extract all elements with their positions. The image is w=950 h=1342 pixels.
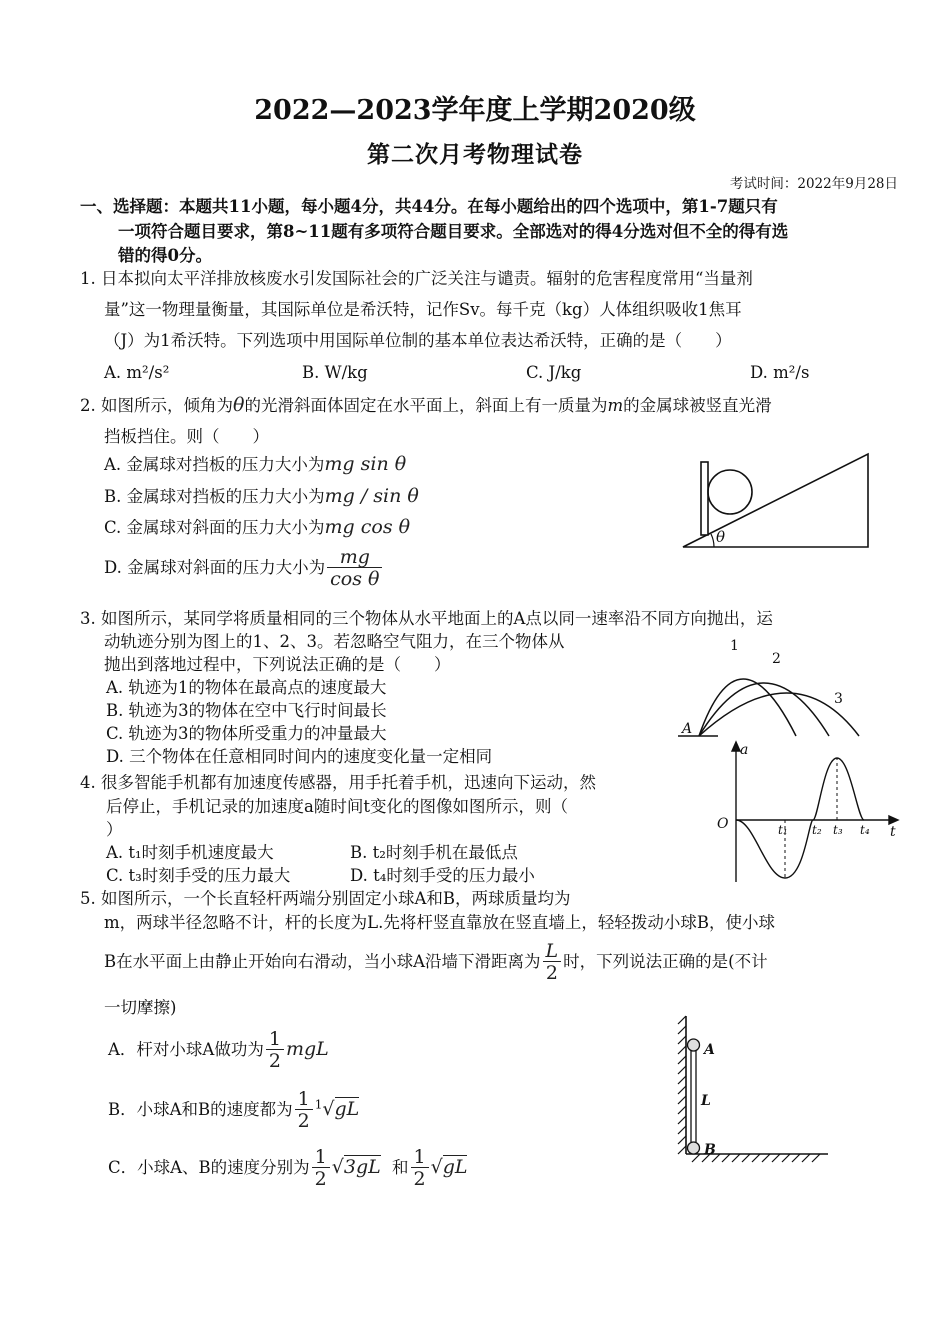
ball-b (688, 1142, 700, 1154)
incline-triangle (683, 454, 868, 547)
q2-option-c (104, 516, 410, 539)
q5-option-c (108, 1148, 467, 1189)
q2-line1 (80, 394, 772, 417)
q5-option-a (108, 1030, 329, 1071)
ball-a (688, 1039, 700, 1051)
q5-option-a-numerator: 1 (268, 1028, 281, 1050)
trajectory-label-1: 1 (730, 638, 739, 654)
q5-line3 (104, 942, 768, 983)
q4-option-a: A. t₁时刻手机速度最大 (106, 843, 274, 862)
t4-label: t₄ (860, 823, 870, 837)
q2-theta-symbol: θ (233, 394, 245, 416)
q5-line3-a: B在水平面上由静止开始向右滑动，当小球A沿墙下滑距离为 (104, 952, 541, 971)
q1-option-c: C. J/kg (526, 363, 582, 382)
q2-option-a-math: mg sin θ (324, 453, 407, 475)
q5-option-c-radicand-2: gL (442, 1156, 468, 1178)
q5-option-c-and: 和 (392, 1158, 409, 1177)
q3-option-c: C. 轨迹为3的物体所受重力的冲量最大 (106, 724, 387, 743)
t3-label: t₃ (833, 823, 843, 837)
rod-length-label: L (701, 1093, 711, 1109)
q1-option-b: B. W/kg (302, 363, 368, 382)
q5-option-b-fraction (295, 1090, 313, 1131)
q5-option-a-fraction (266, 1030, 284, 1071)
trajectory-2 (699, 683, 829, 736)
q3-line2: 动轨迹分别为图上的1、2、3。若忽略空气阻力，在三个物体从 (104, 632, 565, 651)
q4-line3: ） (106, 820, 123, 839)
q5-option-b-denominator: 2 (295, 1109, 313, 1131)
q3-trajectory-figure (674, 632, 874, 744)
q2-line1-b: 的光滑斜面体固定在水平面上，斜面上有一质量为 (244, 396, 608, 415)
q5-option-c-sqrt-1: √3gL (331, 1156, 381, 1178)
trajectory-label-2: 2 (772, 651, 781, 667)
q5-option-c-fraction-2 (411, 1148, 429, 1189)
q5-line2: m，两球半径忽略不计，杆的长度为L.先将杆竖直靠放在竖直墙上，轻轻拨动小球B，使小球 (104, 913, 775, 932)
q5-option-c-radicand-1: 3gL (343, 1156, 381, 1178)
q2-line1-c: 的金属球被竖直光滑 (623, 396, 772, 415)
q2-option-d-fraction (327, 548, 382, 589)
q2-option-b-math: mg / sin θ (324, 485, 419, 507)
q2-option-d (104, 548, 384, 589)
q5-option-a-math: mgL (285, 1038, 329, 1060)
q1-line1: 1. 日本拟向太平洋排放核废水引发国际社会的广泛关注与谴责。辐射的危害程度常用“当量剂 (80, 269, 753, 288)
q1-line3: （J）为1希沃特。下列选项中用国际单位制的基本单位表达希沃特，正确的是（ ） (104, 331, 732, 350)
q5-option-c-denominator-1: 2 (312, 1167, 330, 1189)
q2-line1-a: 2. 如图所示，倾角为 (80, 396, 233, 415)
q5-option-a-text: A．杆对小球A做功为 (108, 1040, 264, 1059)
section-heading-line3: 错的得0分。 (118, 246, 212, 265)
q2-option-d-text: D. 金属球对斜面的压力大小为 (104, 558, 326, 577)
q3-line1: 3. 如图所示，某同学将质量相同的三个物体从水平地面上的A点以同一速率沿不同方向抛出，运 (80, 609, 773, 628)
q5-line3-numerator: L (545, 940, 559, 962)
q5-option-c-denominator-2: 2 (411, 1167, 429, 1189)
q1-line2: 量”这一物理量衡量，其国际单位是希沃特，记作Sv。每千克（kg）人体组织吸收1焦耳 (104, 300, 742, 319)
exam-time: 考试时间：2022年9月28日 (729, 176, 898, 192)
q2-incline-figure (676, 450, 876, 554)
q5-option-b-radicand: gL (334, 1098, 360, 1120)
q2-option-b-text: B. 金属球对挡板的压力大小为 (104, 487, 325, 506)
q5-option-a-denominator: 2 (266, 1049, 284, 1071)
q2-option-d-numerator: mg (339, 546, 370, 568)
q3-option-b: B. 轨迹为3的物体在空中飞行时间最长 (106, 701, 387, 720)
q5-option-b-superscript: 1 (314, 1097, 323, 1112)
q5-option-b-sqrt: √gL (322, 1098, 360, 1120)
q4-option-c: C. t₃时刻手受的压力最大 (106, 866, 291, 885)
q5-option-b (108, 1090, 359, 1131)
ball-a-label: A (704, 1042, 715, 1058)
curve-positive-lobe (813, 758, 864, 820)
q2-mass-symbol: m (607, 396, 624, 415)
baffle-plate (701, 462, 708, 535)
q2-option-a-text: A. 金属球对挡板的压力大小为 (104, 455, 325, 474)
q2-option-c-math: mg cos θ (324, 516, 411, 538)
t1-label: t₁ (778, 823, 788, 837)
a-axis-arrow (732, 742, 740, 751)
angle-arc (711, 534, 714, 547)
q5-rod-figure (670, 1012, 840, 1166)
q4-option-d: D. t₄时刻手受的压力最小 (350, 866, 535, 885)
q5-option-c-text: C．小球A、B的速度分别为 (108, 1158, 310, 1177)
q5-line3-denominator: 2 (543, 961, 561, 983)
curve-negative-lobe (736, 820, 813, 878)
trajectory-label-3: 3 (834, 691, 843, 707)
q5-option-b-text: B．小球A和B的速度都为 (108, 1100, 293, 1119)
page-title: 2022—2023学年度上学期2020级 (254, 95, 696, 126)
t-axis-label: t (890, 824, 896, 840)
metal-ball (708, 470, 752, 514)
q5-option-c-sqrt-2: √gL (430, 1156, 468, 1178)
q5-option-c-numerator-1: 1 (314, 1146, 327, 1168)
q2-option-b (104, 485, 419, 508)
q2-option-d-denominator: cos θ (327, 567, 382, 589)
q4-line2: 后停止，手机记录的加速度a随时间t变化的图像如图所示，则（ (106, 797, 568, 816)
q3-option-a: A. 轨迹为1的物体在最高点的速度最大 (106, 678, 387, 697)
t-axis-arrow (889, 816, 898, 824)
q4-line1: 4. 很多智能手机都有加速度传感器，用手托着手机，迅速向下运动，然 (80, 773, 596, 792)
section-heading-line2: 一项符合题目要求，第8~11题有多项符合题目要求。全部选对的得4分选对但不全的得有选 (118, 222, 789, 241)
q4-option-b: B. t₂时刻手机在最低点 (350, 843, 518, 862)
incline-theta-label: θ (716, 528, 726, 546)
point-a-label: A (682, 721, 693, 737)
q5-option-b-numerator: 1 (297, 1088, 310, 1110)
a-axis-label: a (740, 742, 749, 758)
ball-b-label: B (704, 1142, 716, 1158)
section-heading-line1: 一、选择题：本题共11小题，每小题4分，共44分。在每小题给出的四个选项中，第1-7题只有 (80, 197, 778, 216)
wall-hatching (678, 1016, 686, 1154)
q3-line3: 抛出到落地过程中，下列说法正确的是（ ） (104, 655, 451, 674)
q2-option-c-text: C. 金属球对斜面的压力大小为 (104, 518, 325, 537)
q5-option-c-numerator-2: 1 (413, 1146, 426, 1168)
q1-option-d: D. m²/s (750, 363, 810, 382)
q5-line3-fraction (543, 942, 562, 983)
q5-line3-b: 时，下列说法正确的是(不计 (563, 952, 768, 971)
q5-option-c-fraction-1 (312, 1148, 330, 1189)
q2-option-a (104, 453, 406, 476)
q5-line1: 5. 如图所示，一个长直轻杆两端分别固定小球A和B，两球质量均为 (80, 889, 571, 908)
q5-line4: 一切摩擦) (104, 998, 177, 1017)
q1-option-a: A. m²/s² (104, 363, 170, 382)
t2-label: t₂ (812, 823, 822, 837)
q4-acceleration-graph (714, 740, 900, 886)
q3-option-d: D. 三个物体在任意相同时间内的速度变化量一定相同 (106, 747, 493, 766)
q2-line2: 挡板挡住。则（ ） (104, 427, 269, 446)
origin-label: O (717, 816, 729, 832)
page-subtitle: 第二次月考物理试卷 (367, 141, 583, 168)
